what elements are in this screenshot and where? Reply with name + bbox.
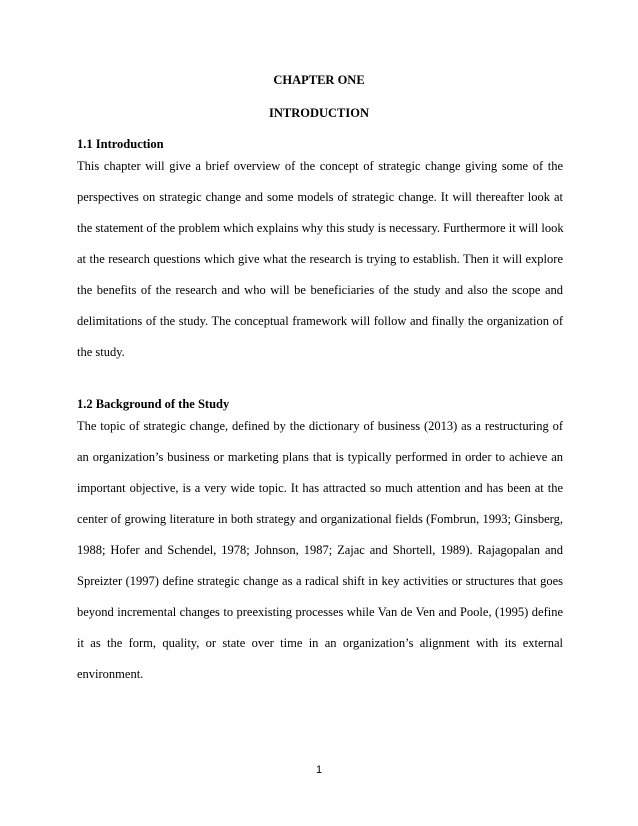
paragraph-introduction xyxy=(77,158,563,375)
paragraph-line: beyond incremental changes to preexisting processes while Van de Ven and Poole, (1995) define xyxy=(77,605,563,619)
chapter-title: CHAPTER ONE xyxy=(273,73,365,87)
paragraph-line: an organization’s business or marketing plans that is typically performed in order to achieve an xyxy=(77,450,563,464)
paragraph-line: The topic of strategic change, defined by the dictionary of business (2013) as a restructuring of xyxy=(77,419,563,433)
paragraph-line: it as the form, quality, or state over time in an organization’s alignment with its external xyxy=(77,636,563,650)
paragraph-line: delimitations of the study. The conceptual framework will follow and finally the organization of xyxy=(77,314,563,328)
paragraph-line: at the research questions which give what the research is trying to establish. Then it will explore xyxy=(77,252,563,266)
paragraph-line: perspectives on strategic change and some models of strategic change. It will thereafter look at xyxy=(77,190,563,204)
paragraph-line: the benefits of the research and who will be beneficiaries of the study and also the scope and xyxy=(77,283,563,297)
chapter-subtitle: INTRODUCTION xyxy=(268,106,369,120)
section-heading-background: 1.2 Background of the Study xyxy=(77,397,230,411)
section-heading-introduction: 1.1 Introduction xyxy=(77,137,164,151)
page-number: 1 xyxy=(315,764,323,776)
paragraph-line: the statement of the problem which explains why this study is necessary. Furthermore it will look xyxy=(77,221,564,235)
paragraph-line: This chapter will give a brief overview of the concept of strategic change giving some of the xyxy=(77,159,563,173)
paragraph-line: Spreizter (1997) define strategic change as a radical shift in key activities or structures that goes xyxy=(77,574,563,588)
paragraph-background xyxy=(77,418,563,697)
paragraph-line: 1988; Hofer and Schendel, 1978; Johnson, 1987; Zajac and Shortell, 1989). Rajagopalan and xyxy=(77,543,563,557)
paragraph-line: important objective, is a very wide topic. It has attracted so much attention and has been at the xyxy=(77,481,563,495)
paragraph-line: environment. xyxy=(77,667,144,681)
paragraph-line: center of growing literature in both strategy and organizational fields (Fombrun, 1993; Ginsberg, xyxy=(77,512,563,526)
paragraph-line: the study. xyxy=(77,345,125,359)
